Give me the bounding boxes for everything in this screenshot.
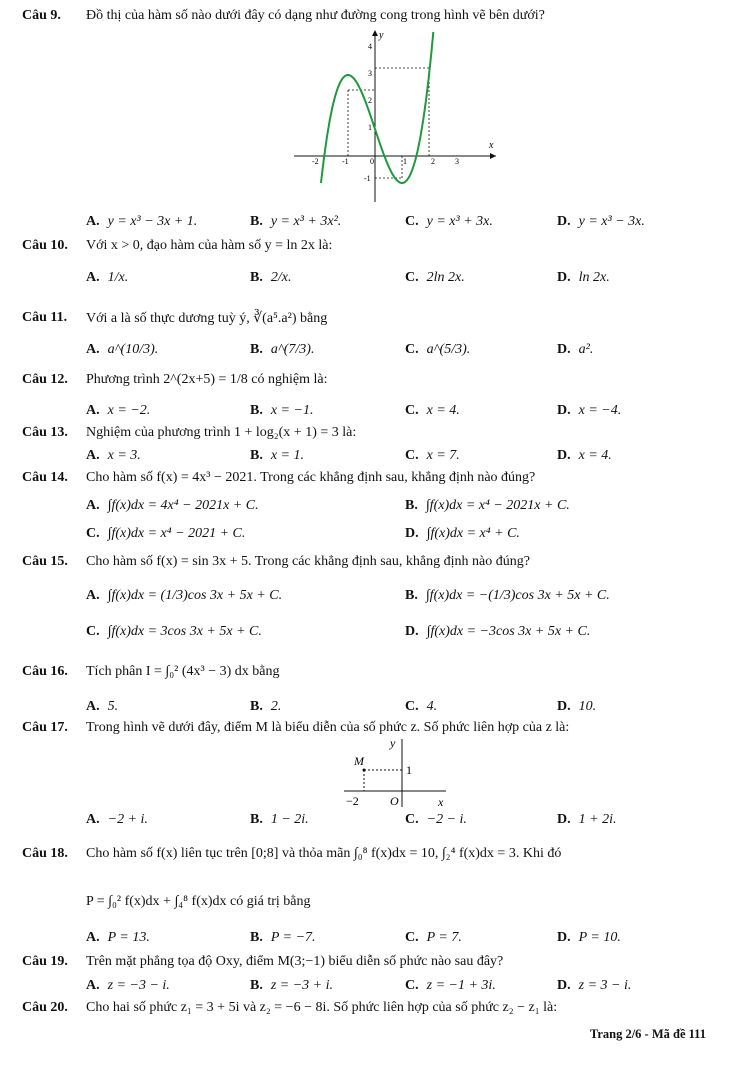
point-m-label: M [354,754,364,768]
complex-plane-graph [340,735,450,809]
option-b[interactable]: B. 2. [250,699,282,714]
option-d[interactable]: D. x = −4. [557,403,622,418]
y-tick-label: 2 [368,96,372,105]
page-footer: Trang 2/6 - Mã đề 111 [589,1027,706,1041]
y-value-label: 1 [406,763,412,777]
option-d[interactable]: D. ln 2x. [557,270,610,285]
question-text: Cho hai số phức z₁ = 3 + 5i và z₂ = −6 − 8i. Số phức liên hợp của số phức z₂ − z₁ là: [86,1000,558,1015]
option-c[interactable]: C. y = x³ + 3x. [405,214,493,229]
option-b[interactable]: B. 1 − 2i. [250,812,309,827]
question-text: Đồ thị của hàm số nào dưới đây có dạng như đường cong trong hình vẽ bên dưới? [86,8,545,23]
option-d[interactable]: D. 1 + 2i. [557,812,617,827]
question-text: Trên mặt phẳng tọa độ Oxy, điểm M(3;−1) biểu diễn số phức nào sau đây? [86,954,504,969]
option-a[interactable]: A. ∫f(x)dx = (1/3)cos 3x + 5x + C. [86,588,283,603]
question-text: P = ∫₀² f(x)dx + ∫₄⁸ f(x)dx có giá trị bằng [86,894,311,909]
option-a[interactable]: A. P = 13. [86,930,150,945]
question-label: Câu 17. [22,720,68,735]
option-d[interactable]: D. 10. [557,699,597,714]
x-axis-label: x [489,140,494,151]
question-label: Câu 20. [22,1000,68,1015]
y-tick-label: 3 [368,69,372,78]
option-d[interactable]: D. a². [557,342,594,357]
question-text: Phương trình 2^(2x+5) = 1/8 có nghiệm là: [86,372,328,387]
option-c[interactable]: C. 2ln 2x. [405,270,465,285]
option-b[interactable]: B. a^(7/3). [250,342,315,357]
option-a[interactable]: A. x = −2. [86,403,151,418]
question-label: Câu 10. [22,238,68,253]
option-d[interactable]: D. y = x³ − 3x. [557,214,645,229]
question-label: Câu 15. [22,554,68,569]
option-d[interactable]: D. x = 4. [557,448,612,463]
option-b[interactable]: B. x = −1. [250,403,314,418]
option-c[interactable]: C. P = 7. [405,930,462,945]
question-label: Câu 11. [22,310,68,325]
option-a[interactable]: A. x = 3. [86,448,141,463]
y-tick-label: 1 [368,123,372,132]
option-a[interactable]: A. −2 + i. [86,812,148,827]
option-b[interactable]: B. P = −7. [250,930,316,945]
option-c[interactable]: C. a^(5/3). [405,342,471,357]
question-label: Câu 13. [22,425,68,440]
option-a[interactable]: A. y = x³ − 3x + 1. [86,214,198,229]
option-b[interactable]: B. x = 1. [250,448,305,463]
option-a[interactable]: A. a^(10/3). [86,342,159,357]
y-axis-label: y [390,736,396,750]
x-tick-label: 1 [403,157,407,166]
question-label: Câu 16. [22,664,68,679]
option-c[interactable]: C. ∫f(x)dx = 3cos 3x + 5x + C. [86,624,262,639]
x-tick-label: -2 [312,157,319,166]
y-axis-label: y [379,30,384,41]
y-tick-label: 4 [368,42,372,51]
x-tick-label: 3 [455,157,459,166]
option-b[interactable]: B. ∫f(x)dx = x⁴ − 2021x + C. [405,498,570,513]
cubic-curve [321,32,433,183]
option-b[interactable]: B. y = x³ + 3x². [250,214,342,229]
question-text: Cho hàm số f(x) = sin 3x + 5. Trong các khẳng định sau, khẳng định nào đúng? [86,554,530,569]
origin-label: O [390,794,399,808]
question-label: Câu 14. [22,470,68,485]
option-a[interactable]: A. z = −3 − i. [86,978,170,993]
option-c[interactable]: C. −2 − i. [405,812,467,827]
option-c[interactable]: C. x = 4. [405,403,460,418]
question-label: Câu 18. [22,846,68,861]
question-text: Trong hình vẽ dưới đây, điểm M là biểu diễn của số phức z. Số phức liên hợp của z là: [86,720,570,735]
question-label: Câu 12. [22,372,68,387]
x-tick-label: 0 [370,157,374,166]
option-b[interactable]: B. 2/x. [250,270,292,285]
option-d[interactable]: D. ∫f(x)dx = x⁴ + C. [405,526,520,541]
question-label: Câu 9. [22,8,61,23]
option-c[interactable]: C. ∫f(x)dx = x⁴ − 2021 + C. [86,526,246,541]
question-text: Cho hàm số f(x) liên tục trên [0;8] và thỏa mãn ∫₀⁸ f(x)dx = 10, ∫₂⁴ f(x)dx = 3. Khi đó [86,846,562,861]
option-a[interactable]: A. 5. [86,699,119,714]
option-b[interactable]: B. ∫f(x)dx = −(1/3)cos 3x + 5x + C. [405,588,610,603]
question-text: Với a là số thực dương tuỳ ý, ∛(a⁵.a²) bằng [86,311,328,326]
x-tick-label: 2 [431,157,435,166]
option-c[interactable]: C. z = −1 + 3i. [405,978,496,993]
option-c[interactable]: C. x = 7. [405,448,460,463]
question-text: Nghiệm của phương trình 1 + log₂(x + 1) = 3 là: [86,425,357,440]
question-text: Cho hàm số f(x) = 4x³ − 2021. Trong các khẳng định sau, khẳng định nào đúng? [86,470,536,485]
y-tick-label: -1 [364,174,371,183]
x-value-label: −2 [346,794,359,808]
point-m [363,769,366,772]
option-d[interactable]: D. P = 10. [557,930,621,945]
option-d[interactable]: D. z = 3 − i. [557,978,632,993]
option-b[interactable]: B. z = −3 + i. [250,978,334,993]
x-tick-label: -1 [342,157,349,166]
question-label: Câu 19. [22,954,68,969]
graph-cubic [290,28,500,204]
x-axis-label: x [438,795,444,809]
option-c[interactable]: C. 4. [405,699,438,714]
question-text: Tích phân I = ∫₀² (4x³ − 3) dx bằng [86,664,280,679]
option-d[interactable]: D. ∫f(x)dx = −3cos 3x + 5x + C. [405,624,591,639]
option-a[interactable]: A. ∫f(x)dx = 4x⁴ − 2021x + C. [86,498,259,513]
question-text: Với x > 0, đạo hàm của hàm số y = ln 2x là: [86,238,333,253]
option-a[interactable]: A. 1/x. [86,270,129,285]
